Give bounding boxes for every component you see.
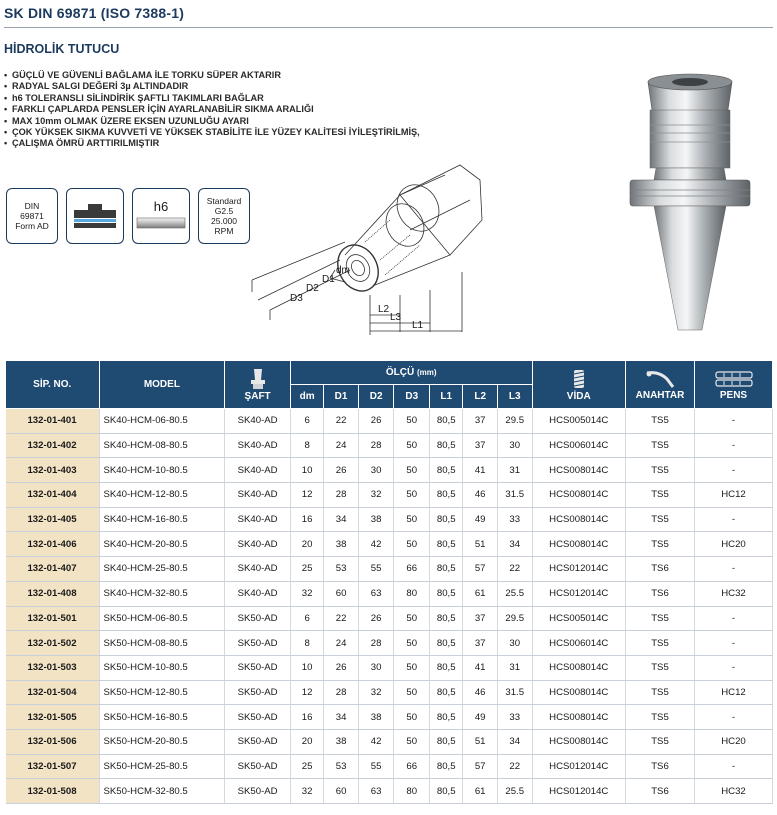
cell-pens: - xyxy=(695,409,773,434)
cell-l2: 57 xyxy=(463,557,498,582)
cell-d3: 50 xyxy=(394,483,430,508)
cell-model: SK50-HCM-16-80.5 xyxy=(99,705,225,730)
cell-d2: 55 xyxy=(358,754,394,779)
cell-saft: SK50-AD xyxy=(225,606,291,631)
cell-d2: 55 xyxy=(358,557,394,582)
cell-model: SK40-HCM-25-80.5 xyxy=(99,557,225,582)
cell-d2: 30 xyxy=(358,458,394,483)
din-badge-line: Form AD xyxy=(15,221,49,231)
feature-item: • GÜÇLÜ VE GÜVENLİ BAĞLAMA İLE TORKU SÜPER AKTARIR xyxy=(4,70,474,81)
cell-d1: 28 xyxy=(324,680,359,705)
table-row xyxy=(6,483,773,508)
cell-d1: 34 xyxy=(324,507,359,532)
cell-vida: HCS008014C xyxy=(532,680,626,705)
cell-anahtar: TS5 xyxy=(626,507,695,532)
cell-l1: 80,5 xyxy=(430,606,463,631)
din-badge-line: 69871 xyxy=(20,211,44,221)
table-row xyxy=(6,606,773,631)
cell-dm: 32 xyxy=(290,779,323,804)
cell-pens: HC12 xyxy=(695,680,773,705)
feature-item: • RADYAL SALGI DEĞERİ 3µ ALTINDADIR xyxy=(4,81,474,92)
cell-saft: SK50-AD xyxy=(225,680,291,705)
cell-anahtar: TS5 xyxy=(626,680,695,705)
cell-anahtar: TS5 xyxy=(626,705,695,730)
cell-anahtar: TS5 xyxy=(626,433,695,458)
cell-pens: HC20 xyxy=(695,532,773,557)
col-header-dm: dm xyxy=(290,385,323,409)
cell-anahtar: TS5 xyxy=(626,483,695,508)
cell-d3: 50 xyxy=(394,507,430,532)
cell-l2: 49 xyxy=(463,507,498,532)
cell-d1: 24 xyxy=(324,631,359,656)
cell-model: SK50-HCM-06-80.5 xyxy=(99,606,225,631)
cell-l1: 80,5 xyxy=(430,729,463,754)
cell-sip: 132-01-502 xyxy=(6,631,100,656)
cell-l1: 80,5 xyxy=(430,532,463,557)
section-subtitle: HİDROLİK TUTUCU xyxy=(4,42,120,56)
cell-d1: 26 xyxy=(324,458,359,483)
cell-d1: 38 xyxy=(324,729,359,754)
cell-d1: 60 xyxy=(324,581,359,606)
col-header-model: MODEL xyxy=(99,361,225,409)
dim-label-l2: L2 xyxy=(378,304,390,315)
cell-sip: 132-01-507 xyxy=(6,754,100,779)
cell-d2: 63 xyxy=(358,581,394,606)
cell-l3: 31 xyxy=(497,458,532,483)
cell-l3: 29.5 xyxy=(497,606,532,631)
cell-vida: HCS008014C xyxy=(532,458,626,483)
cell-sip: 132-01-408 xyxy=(6,581,100,606)
col-header-l1: L1 xyxy=(430,385,463,409)
dim-label-l3: L3 xyxy=(390,312,402,323)
cell-saft: SK50-AD xyxy=(225,631,291,656)
cell-d3: 50 xyxy=(394,606,430,631)
cell-d1: 34 xyxy=(324,705,359,730)
cell-l2: 37 xyxy=(463,409,498,434)
cell-model: SK50-HCM-08-80.5 xyxy=(99,631,225,656)
cell-saft: SK40-AD xyxy=(225,557,291,582)
cell-pens: - xyxy=(695,458,773,483)
table-row xyxy=(6,754,773,779)
dim-label-dm: dm xyxy=(336,265,350,276)
cell-d3: 50 xyxy=(394,409,430,434)
cell-model: SK50-HCM-10-80.5 xyxy=(99,655,225,680)
feature-item: • ÇOK YÜKSEK SIKMA KUVVETİ VE YÜKSEK STABİLİTE İLE YÜZEY KALİTESİ İYİLEŞTİRİLMİŞ, xyxy=(4,127,474,138)
cell-pens: - xyxy=(695,433,773,458)
spec-table xyxy=(5,360,773,804)
cell-d3: 50 xyxy=(394,458,430,483)
col-header-pens-label: PENS xyxy=(719,389,748,401)
cell-l1: 80,5 xyxy=(430,754,463,779)
cell-d2: 30 xyxy=(358,655,394,680)
cell-pens: HC32 xyxy=(695,581,773,606)
cell-pens: - xyxy=(695,631,773,656)
cell-d1: 24 xyxy=(324,433,359,458)
cell-l1: 80,5 xyxy=(430,779,463,804)
cell-dm: 10 xyxy=(290,655,323,680)
cell-model: SK40-HCM-32-80.5 xyxy=(99,581,225,606)
col-header-anahtar xyxy=(626,361,695,409)
cell-l3: 22 xyxy=(497,557,532,582)
cell-l1: 80,5 xyxy=(430,557,463,582)
cell-l2: 46 xyxy=(463,680,498,705)
cell-saft: SK40-AD xyxy=(225,433,291,458)
cell-model: SK40-HCM-06-80.5 xyxy=(99,409,225,434)
cell-l3: 25.5 xyxy=(497,779,532,804)
cell-anahtar: TS5 xyxy=(626,631,695,656)
cell-vida: HCS006014C xyxy=(532,631,626,656)
feature-item-continued: • ÇALIŞMA ÖMRÜ ARTTIRILMIŞTIR xyxy=(4,138,474,149)
col-header-vida xyxy=(532,361,626,409)
col-header-vida-label: VİDA xyxy=(566,390,591,402)
cell-anahtar: TS6 xyxy=(626,581,695,606)
form-ad-badge xyxy=(66,188,124,244)
cell-d3: 66 xyxy=(394,754,430,779)
cell-dm: 10 xyxy=(290,458,323,483)
din-badge-line: DIN xyxy=(24,201,40,211)
cell-sip: 132-01-404 xyxy=(6,483,100,508)
cell-pens: - xyxy=(695,557,773,582)
cell-vida: HCS005014C xyxy=(532,606,626,631)
cell-model: SK50-HCM-12-80.5 xyxy=(99,680,225,705)
cell-l1: 80,5 xyxy=(430,655,463,680)
cell-vida: HCS008014C xyxy=(532,507,626,532)
standard-line: RPM xyxy=(214,226,234,236)
col-header-pens xyxy=(695,361,773,409)
cell-sip: 132-01-503 xyxy=(6,655,100,680)
cell-anahtar: TS5 xyxy=(626,606,695,631)
cell-anahtar: TS5 xyxy=(626,655,695,680)
cell-l2: 57 xyxy=(463,754,498,779)
table-row xyxy=(6,581,773,606)
cell-sip: 132-01-506 xyxy=(6,729,100,754)
cell-l3: 29.5 xyxy=(497,409,532,434)
cell-l1: 80,5 xyxy=(430,507,463,532)
cell-l1: 80,5 xyxy=(430,433,463,458)
cell-pens: HC12 xyxy=(695,483,773,508)
cell-d3: 50 xyxy=(394,680,430,705)
cell-model: SK50-HCM-25-80.5 xyxy=(99,754,225,779)
cell-vida: HCS005014C xyxy=(532,409,626,434)
cell-d1: 53 xyxy=(324,754,359,779)
cell-vida: HCS006014C xyxy=(532,433,626,458)
dim-label-d1: D1 xyxy=(322,274,335,285)
dim-label-l1: L1 xyxy=(412,320,424,331)
cell-vida: HCS012014C xyxy=(532,779,626,804)
cell-l2: 41 xyxy=(463,458,498,483)
col-header-sip: SİP. NO. xyxy=(6,361,100,409)
cell-d2: 26 xyxy=(358,409,394,434)
cell-sip: 132-01-406 xyxy=(6,532,100,557)
cell-d1: 28 xyxy=(324,483,359,508)
cell-d3: 50 xyxy=(394,433,430,458)
cell-l1: 80,5 xyxy=(430,409,463,434)
table-row xyxy=(6,433,773,458)
cell-dm: 6 xyxy=(290,606,323,631)
cell-d1: 38 xyxy=(324,532,359,557)
cell-l3: 25.5 xyxy=(497,581,532,606)
cell-d2: 28 xyxy=(358,433,394,458)
cylinder-shaft-icon xyxy=(136,216,186,230)
cell-l2: 61 xyxy=(463,581,498,606)
cell-pens: - xyxy=(695,705,773,730)
table-row xyxy=(6,458,773,483)
cell-l2: 49 xyxy=(463,705,498,730)
cell-vida: HCS008014C xyxy=(532,705,626,730)
cell-dm: 12 xyxy=(290,680,323,705)
cell-pens: - xyxy=(695,655,773,680)
cell-d2: 42 xyxy=(358,729,394,754)
cell-l3: 30 xyxy=(497,631,532,656)
cell-sip: 132-01-504 xyxy=(6,680,100,705)
cell-dm: 16 xyxy=(290,507,323,532)
cell-dm: 20 xyxy=(290,729,323,754)
col-group-olcu-label: ÖLÇÜ xyxy=(385,367,415,378)
table-row xyxy=(6,532,773,557)
table-row xyxy=(6,779,773,804)
cell-d1: 53 xyxy=(324,557,359,582)
cell-saft: SK50-AD xyxy=(225,754,291,779)
cell-d2: 32 xyxy=(358,680,394,705)
cell-d1: 22 xyxy=(324,606,359,631)
cell-saft: SK50-AD xyxy=(225,655,291,680)
standard-line: 25.000 xyxy=(211,216,237,226)
page-title: SK DIN 69871 (ISO 7388-1) xyxy=(4,5,185,21)
col-header-anahtar-label: ANAHTAR xyxy=(635,389,685,401)
col-header-l2: L2 xyxy=(463,385,498,409)
cell-d3: 80 xyxy=(394,779,430,804)
cell-dm: 32 xyxy=(290,581,323,606)
cell-model: SK40-HCM-08-80.5 xyxy=(99,433,225,458)
cell-d2: 38 xyxy=(358,507,394,532)
cell-anahtar: TS6 xyxy=(626,779,695,804)
col-header-saft xyxy=(225,361,291,409)
cell-dm: 25 xyxy=(290,557,323,582)
cell-vida: HCS008014C xyxy=(532,532,626,557)
cell-sip: 132-01-505 xyxy=(6,705,100,730)
cell-d1: 22 xyxy=(324,409,359,434)
cell-vida: HCS012014C xyxy=(532,557,626,582)
cell-sip: 132-01-402 xyxy=(6,433,100,458)
standard-line: Standard xyxy=(206,196,242,206)
cell-l1: 80,5 xyxy=(430,680,463,705)
cell-dm: 8 xyxy=(290,631,323,656)
feature-list xyxy=(4,70,474,150)
cell-anahtar: TS6 xyxy=(626,557,695,582)
cell-vida: HCS008014C xyxy=(532,483,626,508)
standard-line: G2.5 xyxy=(214,206,234,216)
cell-saft: SK40-AD xyxy=(225,507,291,532)
cell-l2: 61 xyxy=(463,779,498,804)
table-row xyxy=(6,729,773,754)
din-badge xyxy=(6,188,58,244)
col-header-l3: L3 xyxy=(497,385,532,409)
cell-vida: HCS012014C xyxy=(532,754,626,779)
table-row xyxy=(6,409,773,434)
collet-icon xyxy=(714,369,754,389)
product-photo xyxy=(620,70,760,335)
col-header-d2: D2 xyxy=(358,385,394,409)
cell-anahtar: TS5 xyxy=(626,729,695,754)
cell-l3: 31.5 xyxy=(497,483,532,508)
cell-l1: 80,5 xyxy=(430,581,463,606)
cell-saft: SK40-AD xyxy=(225,458,291,483)
cell-l3: 33 xyxy=(497,705,532,730)
dim-label-d3: D3 xyxy=(290,293,303,304)
cell-l1: 80,5 xyxy=(430,631,463,656)
cell-d1: 26 xyxy=(324,655,359,680)
cell-d3: 50 xyxy=(394,729,430,754)
cell-l3: 30 xyxy=(497,433,532,458)
cell-l1: 80,5 xyxy=(430,458,463,483)
col-header-d3: D3 xyxy=(394,385,430,409)
cell-sip: 132-01-403 xyxy=(6,458,100,483)
col-header-saft-label: ŞAFT xyxy=(244,390,271,402)
cell-d3: 50 xyxy=(394,631,430,656)
cell-sip: 132-01-501 xyxy=(6,606,100,631)
cell-model: SK40-HCM-20-80.5 xyxy=(99,532,225,557)
cell-l3: 31.5 xyxy=(497,680,532,705)
cell-sip: 132-01-508 xyxy=(6,779,100,804)
cell-l2: 37 xyxy=(463,631,498,656)
table-row xyxy=(6,631,773,656)
dim-label-d2: D2 xyxy=(306,283,319,294)
cell-saft: SK50-AD xyxy=(225,729,291,754)
form-ad-icon xyxy=(70,196,120,236)
cell-l3: 22 xyxy=(497,754,532,779)
cell-d3: 66 xyxy=(394,557,430,582)
cell-sip: 132-01-407 xyxy=(6,557,100,582)
cell-saft: SK40-AD xyxy=(225,409,291,434)
cell-model: SK50-HCM-20-80.5 xyxy=(99,729,225,754)
title-divider xyxy=(4,27,773,28)
cell-d2: 28 xyxy=(358,631,394,656)
cell-dm: 6 xyxy=(290,409,323,434)
cell-l1: 80,5 xyxy=(430,705,463,730)
cell-dm: 8 xyxy=(290,433,323,458)
cell-d2: 42 xyxy=(358,532,394,557)
cell-l2: 37 xyxy=(463,606,498,631)
cell-dm: 25 xyxy=(290,754,323,779)
cell-l2: 41 xyxy=(463,655,498,680)
cell-l2: 51 xyxy=(463,532,498,557)
h6-label: h6 xyxy=(153,199,169,214)
cell-dm: 16 xyxy=(290,705,323,730)
cell-d2: 63 xyxy=(358,779,394,804)
table-row xyxy=(6,680,773,705)
cell-d3: 50 xyxy=(394,705,430,730)
cell-d3: 50 xyxy=(394,532,430,557)
cell-model: SK40-HCM-10-80.5 xyxy=(99,458,225,483)
cell-model: SK40-HCM-16-80.5 xyxy=(99,507,225,532)
table-row xyxy=(6,655,773,680)
cell-d2: 26 xyxy=(358,606,394,631)
cell-dm: 20 xyxy=(290,532,323,557)
cell-l1: 80,5 xyxy=(430,483,463,508)
spec-table-body xyxy=(6,409,773,804)
wrench-icon xyxy=(645,369,675,389)
col-group-olcu-unit: (mm) xyxy=(417,368,437,377)
cell-anahtar: TS5 xyxy=(626,458,695,483)
cell-anahtar: TS6 xyxy=(626,754,695,779)
cell-d2: 38 xyxy=(358,705,394,730)
cell-pens: - xyxy=(695,507,773,532)
table-row xyxy=(6,705,773,730)
table-row xyxy=(6,557,773,582)
cell-pens: - xyxy=(695,754,773,779)
cell-pens: - xyxy=(695,606,773,631)
cell-saft: SK40-AD xyxy=(225,532,291,557)
cell-saft: SK50-AD xyxy=(225,779,291,804)
col-header-d1: D1 xyxy=(324,385,359,409)
cell-d3: 80 xyxy=(394,581,430,606)
cell-model: SK50-HCM-32-80.5 xyxy=(99,779,225,804)
table-row xyxy=(6,507,773,532)
cell-dm: 12 xyxy=(290,483,323,508)
h6-badge xyxy=(132,188,190,244)
cell-l3: 34 xyxy=(497,729,532,754)
cell-l3: 31 xyxy=(497,655,532,680)
screw-icon xyxy=(571,368,587,390)
cell-pens: HC20 xyxy=(695,729,773,754)
cell-sip: 132-01-405 xyxy=(6,507,100,532)
cell-saft: SK40-AD xyxy=(225,483,291,508)
cell-l3: 34 xyxy=(497,532,532,557)
cell-l2: 37 xyxy=(463,433,498,458)
feature-item: • MAX 10mm OLMAK ÜZERE EKSEN UZUNLUĞU AYARI xyxy=(4,116,474,127)
cell-vida: HCS012014C xyxy=(532,581,626,606)
cell-l3: 33 xyxy=(497,507,532,532)
feature-item: • h6 TOLERANSLI SİLİNDİRİK ŞAFTLI TAKIMLARI BAĞLAR xyxy=(4,93,474,104)
cell-l2: 51 xyxy=(463,729,498,754)
cell-anahtar: TS5 xyxy=(626,532,695,557)
cell-vida: HCS008014C xyxy=(532,729,626,754)
cell-saft: SK50-AD xyxy=(225,705,291,730)
shank-icon xyxy=(249,368,267,390)
cell-vida: HCS008014C xyxy=(532,655,626,680)
cell-d3: 50 xyxy=(394,655,430,680)
cell-model: SK40-HCM-12-80.5 xyxy=(99,483,225,508)
feature-item: • FARKLI ÇAPLARDA PENSLER İÇİN AYARLANABİLİR SIKMA ARALIĞI xyxy=(4,104,474,115)
cell-pens: HC32 xyxy=(695,779,773,804)
cell-anahtar: TS5 xyxy=(626,409,695,434)
col-group-olcu xyxy=(290,361,532,385)
standard-badge xyxy=(198,188,250,244)
technical-drawing xyxy=(250,160,510,345)
cell-d2: 32 xyxy=(358,483,394,508)
cell-sip: 132-01-401 xyxy=(6,409,100,434)
cell-d1: 60 xyxy=(324,779,359,804)
spec-badges xyxy=(6,188,250,244)
cell-l2: 46 xyxy=(463,483,498,508)
cell-saft: SK40-AD xyxy=(225,581,291,606)
